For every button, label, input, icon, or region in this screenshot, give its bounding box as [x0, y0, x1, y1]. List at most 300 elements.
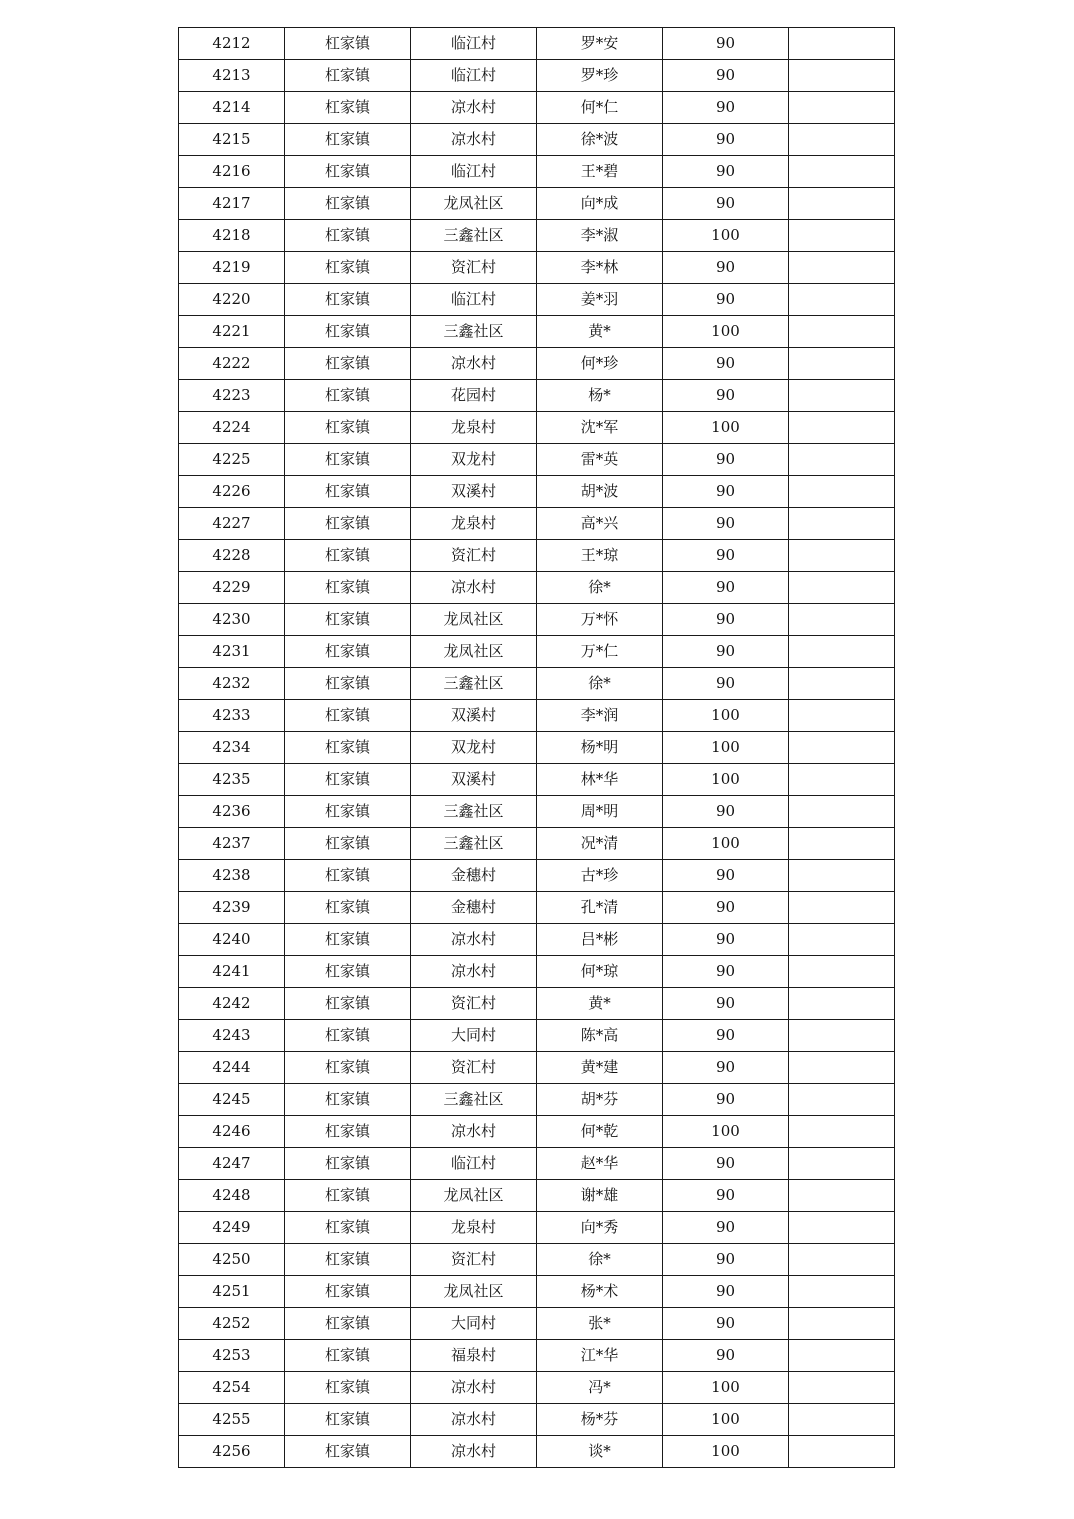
row-number-cell: 4233: [179, 700, 285, 732]
town-cell: 杠家镇: [285, 316, 411, 348]
table-row: [179, 1052, 895, 1084]
row-number-cell: 4229: [179, 572, 285, 604]
village-cell: 资汇村: [411, 540, 537, 572]
row-number-cell: 4251: [179, 1276, 285, 1308]
table-row: [179, 1020, 895, 1052]
score-cell: 90: [663, 1212, 789, 1244]
name-cell: 雷*英: [537, 444, 663, 476]
name-cell: 高*兴: [537, 508, 663, 540]
table-row: [179, 860, 895, 892]
town-cell: 杠家镇: [285, 1340, 411, 1372]
table-row: [179, 1372, 895, 1404]
town-cell: 杠家镇: [285, 604, 411, 636]
table-row: [179, 220, 895, 252]
table-row: [179, 284, 895, 316]
name-cell: 李*润: [537, 700, 663, 732]
village-cell: 龙泉村: [411, 508, 537, 540]
town-cell: 杠家镇: [285, 252, 411, 284]
name-cell: 黄*: [537, 988, 663, 1020]
table-row: [179, 1116, 895, 1148]
name-cell: 杨*明: [537, 732, 663, 764]
table-row: [179, 476, 895, 508]
table-row: [179, 828, 895, 860]
town-cell: 杠家镇: [285, 1372, 411, 1404]
note-cell: [789, 1404, 895, 1436]
score-cell: 90: [663, 444, 789, 476]
score-cell: 90: [663, 1340, 789, 1372]
town-cell: 杠家镇: [285, 1116, 411, 1148]
name-cell: 杨*芬: [537, 1404, 663, 1436]
table-row: [179, 444, 895, 476]
table-row: [179, 60, 895, 92]
name-cell: 孔*清: [537, 892, 663, 924]
row-number-cell: 4216: [179, 156, 285, 188]
table-row: [179, 988, 895, 1020]
note-cell: [789, 60, 895, 92]
village-cell: 三鑫社区: [411, 220, 537, 252]
note-cell: [789, 476, 895, 508]
town-cell: 杠家镇: [285, 92, 411, 124]
note-cell: [789, 284, 895, 316]
town-cell: 杠家镇: [285, 60, 411, 92]
row-number-cell: 4228: [179, 540, 285, 572]
score-cell: 100: [663, 1116, 789, 1148]
row-number-cell: 4221: [179, 316, 285, 348]
table-row: [179, 1180, 895, 1212]
score-cell: 90: [663, 284, 789, 316]
name-cell: 况*清: [537, 828, 663, 860]
name-cell: 周*明: [537, 796, 663, 828]
town-cell: 杠家镇: [285, 380, 411, 412]
village-cell: 资汇村: [411, 1244, 537, 1276]
score-cell: 100: [663, 1372, 789, 1404]
town-cell: 杠家镇: [285, 540, 411, 572]
town-cell: 杠家镇: [285, 1180, 411, 1212]
row-number-cell: 4218: [179, 220, 285, 252]
row-number-cell: 4256: [179, 1436, 285, 1468]
village-cell: 三鑫社区: [411, 668, 537, 700]
name-cell: 万*仁: [537, 636, 663, 668]
score-cell: 90: [663, 988, 789, 1020]
town-cell: 杠家镇: [285, 1436, 411, 1468]
village-cell: 资汇村: [411, 1052, 537, 1084]
score-cell: 100: [663, 700, 789, 732]
village-cell: 金穗村: [411, 860, 537, 892]
row-number-cell: 4248: [179, 1180, 285, 1212]
name-cell: 徐*: [537, 572, 663, 604]
score-cell: 90: [663, 380, 789, 412]
town-cell: 杠家镇: [285, 668, 411, 700]
table-row: [179, 1340, 895, 1372]
note-cell: [789, 156, 895, 188]
name-cell: 江*华: [537, 1340, 663, 1372]
table-row: [179, 1404, 895, 1436]
score-cell: 90: [663, 636, 789, 668]
score-cell: 90: [663, 1052, 789, 1084]
row-number-cell: 4235: [179, 764, 285, 796]
score-cell: 90: [663, 1020, 789, 1052]
town-cell: 杠家镇: [285, 28, 411, 60]
score-cell: 100: [663, 316, 789, 348]
score-cell: 90: [663, 124, 789, 156]
note-cell: [789, 124, 895, 156]
name-cell: 陈*高: [537, 1020, 663, 1052]
name-cell: 何*乾: [537, 1116, 663, 1148]
table-row: [179, 1308, 895, 1340]
row-number-cell: 4230: [179, 604, 285, 636]
score-cell: 90: [663, 60, 789, 92]
row-number-cell: 4223: [179, 380, 285, 412]
score-cell: 90: [663, 92, 789, 124]
town-cell: 杠家镇: [285, 1404, 411, 1436]
score-cell: 90: [663, 1180, 789, 1212]
note-cell: [789, 1180, 895, 1212]
village-cell: 龙凤社区: [411, 1180, 537, 1212]
table-row: [179, 92, 895, 124]
note-cell: [789, 1116, 895, 1148]
row-number-cell: 4252: [179, 1308, 285, 1340]
table-row: [179, 1244, 895, 1276]
name-cell: 姜*羽: [537, 284, 663, 316]
note-cell: [789, 348, 895, 380]
table-row: [179, 540, 895, 572]
row-number-cell: 4246: [179, 1116, 285, 1148]
village-cell: 临江村: [411, 156, 537, 188]
village-cell: 大同村: [411, 1308, 537, 1340]
note-cell: [789, 1308, 895, 1340]
town-cell: 杠家镇: [285, 1148, 411, 1180]
name-cell: 徐*波: [537, 124, 663, 156]
note-cell: [789, 444, 895, 476]
score-cell: 90: [663, 1308, 789, 1340]
name-cell: 王*碧: [537, 156, 663, 188]
name-cell: 何*琼: [537, 956, 663, 988]
table-row: [179, 316, 895, 348]
name-cell: 向*成: [537, 188, 663, 220]
row-number-cell: 4234: [179, 732, 285, 764]
row-number-cell: 4217: [179, 188, 285, 220]
score-cell: 90: [663, 476, 789, 508]
row-number-cell: 4232: [179, 668, 285, 700]
town-cell: 杠家镇: [285, 284, 411, 316]
score-cell: 90: [663, 156, 789, 188]
row-number-cell: 4237: [179, 828, 285, 860]
row-number-cell: 4213: [179, 60, 285, 92]
score-cell: 90: [663, 1084, 789, 1116]
village-cell: 凉水村: [411, 572, 537, 604]
town-cell: 杠家镇: [285, 444, 411, 476]
table-row: [179, 1276, 895, 1308]
table-row: [179, 1148, 895, 1180]
score-cell: 90: [663, 28, 789, 60]
score-cell: 100: [663, 732, 789, 764]
name-cell: 黄*建: [537, 1052, 663, 1084]
row-number-cell: 4241: [179, 956, 285, 988]
note-cell: [789, 1212, 895, 1244]
note-cell: [789, 764, 895, 796]
table-row: [179, 156, 895, 188]
note-cell: [789, 28, 895, 60]
note-cell: [789, 220, 895, 252]
roster-table-container: [178, 27, 895, 1468]
score-cell: 90: [663, 540, 789, 572]
row-number-cell: 4239: [179, 892, 285, 924]
note-cell: [789, 636, 895, 668]
row-number-cell: 4236: [179, 796, 285, 828]
note-cell: [789, 860, 895, 892]
village-cell: 凉水村: [411, 124, 537, 156]
name-cell: 黄*: [537, 316, 663, 348]
score-cell: 90: [663, 1148, 789, 1180]
town-cell: 杠家镇: [285, 412, 411, 444]
row-number-cell: 4249: [179, 1212, 285, 1244]
name-cell: 张*: [537, 1308, 663, 1340]
town-cell: 杠家镇: [285, 156, 411, 188]
village-cell: 福泉村: [411, 1340, 537, 1372]
row-number-cell: 4222: [179, 348, 285, 380]
score-cell: 90: [663, 956, 789, 988]
row-number-cell: 4242: [179, 988, 285, 1020]
score-cell: 90: [663, 604, 789, 636]
note-cell: [789, 828, 895, 860]
village-cell: 双溪村: [411, 476, 537, 508]
row-number-cell: 4238: [179, 860, 285, 892]
score-cell: 90: [663, 668, 789, 700]
town-cell: 杠家镇: [285, 956, 411, 988]
name-cell: 何*仁: [537, 92, 663, 124]
town-cell: 杠家镇: [285, 1244, 411, 1276]
name-cell: 林*华: [537, 764, 663, 796]
row-number-cell: 4214: [179, 92, 285, 124]
town-cell: 杠家镇: [285, 1020, 411, 1052]
name-cell: 李*淑: [537, 220, 663, 252]
row-number-cell: 4250: [179, 1244, 285, 1276]
row-number-cell: 4245: [179, 1084, 285, 1116]
row-number-cell: 4247: [179, 1148, 285, 1180]
town-cell: 杠家镇: [285, 828, 411, 860]
note-cell: [789, 412, 895, 444]
town-cell: 杠家镇: [285, 796, 411, 828]
row-number-cell: 4255: [179, 1404, 285, 1436]
town-cell: 杠家镇: [285, 1084, 411, 1116]
score-cell: 90: [663, 348, 789, 380]
score-cell: 90: [663, 572, 789, 604]
name-cell: 徐*: [537, 668, 663, 700]
score-cell: 90: [663, 508, 789, 540]
name-cell: 李*林: [537, 252, 663, 284]
village-cell: 临江村: [411, 284, 537, 316]
village-cell: 龙泉村: [411, 1212, 537, 1244]
village-cell: 资汇村: [411, 252, 537, 284]
village-cell: 凉水村: [411, 924, 537, 956]
note-cell: [789, 380, 895, 412]
row-number-cell: 4244: [179, 1052, 285, 1084]
note-cell: [789, 252, 895, 284]
score-cell: 90: [663, 1244, 789, 1276]
name-cell: 冯*: [537, 1372, 663, 1404]
name-cell: 谢*雄: [537, 1180, 663, 1212]
row-number-cell: 4254: [179, 1372, 285, 1404]
village-cell: 花园村: [411, 380, 537, 412]
score-cell: 100: [663, 828, 789, 860]
note-cell: [789, 700, 895, 732]
table-row: [179, 636, 895, 668]
table-row: [179, 764, 895, 796]
name-cell: 徐*: [537, 1244, 663, 1276]
table-row: [179, 348, 895, 380]
village-cell: 双溪村: [411, 700, 537, 732]
score-cell: 90: [663, 924, 789, 956]
note-cell: [789, 1372, 895, 1404]
name-cell: 万*怀: [537, 604, 663, 636]
name-cell: 杨*: [537, 380, 663, 412]
name-cell: 罗*安: [537, 28, 663, 60]
row-number-cell: 4215: [179, 124, 285, 156]
village-cell: 龙凤社区: [411, 636, 537, 668]
village-cell: 凉水村: [411, 92, 537, 124]
table-row: [179, 28, 895, 60]
table-row: [179, 956, 895, 988]
village-cell: 凉水村: [411, 1436, 537, 1468]
village-cell: 双溪村: [411, 764, 537, 796]
town-cell: 杠家镇: [285, 860, 411, 892]
row-number-cell: 4224: [179, 412, 285, 444]
row-number-cell: 4219: [179, 252, 285, 284]
town-cell: 杠家镇: [285, 1276, 411, 1308]
note-cell: [789, 1148, 895, 1180]
note-cell: [789, 796, 895, 828]
table-row: [179, 700, 895, 732]
row-number-cell: 4227: [179, 508, 285, 540]
score-cell: 100: [663, 1436, 789, 1468]
name-cell: 胡*芬: [537, 1084, 663, 1116]
town-cell: 杠家镇: [285, 924, 411, 956]
village-cell: 龙凤社区: [411, 188, 537, 220]
village-cell: 凉水村: [411, 1116, 537, 1148]
table-row: [179, 124, 895, 156]
row-number-cell: 4226: [179, 476, 285, 508]
note-cell: [789, 1276, 895, 1308]
note-cell: [789, 892, 895, 924]
town-cell: 杠家镇: [285, 124, 411, 156]
village-cell: 三鑫社区: [411, 828, 537, 860]
row-number-cell: 4220: [179, 284, 285, 316]
row-number-cell: 4243: [179, 1020, 285, 1052]
name-cell: 罗*珍: [537, 60, 663, 92]
name-cell: 杨*术: [537, 1276, 663, 1308]
note-cell: [789, 92, 895, 124]
village-cell: 凉水村: [411, 956, 537, 988]
name-cell: 王*琼: [537, 540, 663, 572]
village-cell: 龙凤社区: [411, 604, 537, 636]
town-cell: 杠家镇: [285, 1212, 411, 1244]
score-cell: 100: [663, 1404, 789, 1436]
village-cell: 临江村: [411, 1148, 537, 1180]
table-row: [179, 732, 895, 764]
village-cell: 凉水村: [411, 1404, 537, 1436]
name-cell: 何*珍: [537, 348, 663, 380]
table-row: [179, 508, 895, 540]
table-row: [179, 796, 895, 828]
village-cell: 双龙村: [411, 444, 537, 476]
note-cell: [789, 508, 895, 540]
note-cell: [789, 956, 895, 988]
town-cell: 杠家镇: [285, 1052, 411, 1084]
note-cell: [789, 988, 895, 1020]
table-row: [179, 572, 895, 604]
note-cell: [789, 1244, 895, 1276]
village-cell: 龙泉村: [411, 412, 537, 444]
table-row: [179, 924, 895, 956]
score-cell: 90: [663, 252, 789, 284]
note-cell: [789, 1436, 895, 1468]
table-row: [179, 1436, 895, 1468]
table-row: [179, 892, 895, 924]
note-cell: [789, 732, 895, 764]
note-cell: [789, 572, 895, 604]
name-cell: 胡*波: [537, 476, 663, 508]
town-cell: 杠家镇: [285, 764, 411, 796]
town-cell: 杠家镇: [285, 220, 411, 252]
name-cell: 赵*华: [537, 1148, 663, 1180]
village-cell: 三鑫社区: [411, 316, 537, 348]
note-cell: [789, 188, 895, 220]
village-cell: 凉水村: [411, 348, 537, 380]
note-cell: [789, 1052, 895, 1084]
note-cell: [789, 316, 895, 348]
row-number-cell: 4253: [179, 1340, 285, 1372]
village-cell: 龙凤社区: [411, 1276, 537, 1308]
village-cell: 临江村: [411, 28, 537, 60]
table-row: [179, 188, 895, 220]
town-cell: 杠家镇: [285, 188, 411, 220]
note-cell: [789, 1340, 895, 1372]
village-cell: 大同村: [411, 1020, 537, 1052]
table-row: [179, 252, 895, 284]
village-cell: 金穗村: [411, 892, 537, 924]
town-cell: 杠家镇: [285, 348, 411, 380]
town-cell: 杠家镇: [285, 732, 411, 764]
town-cell: 杠家镇: [285, 572, 411, 604]
row-number-cell: 4225: [179, 444, 285, 476]
town-cell: 杠家镇: [285, 508, 411, 540]
note-cell: [789, 1084, 895, 1116]
table-row: [179, 604, 895, 636]
village-cell: 凉水村: [411, 1372, 537, 1404]
name-cell: 沈*军: [537, 412, 663, 444]
table-row: [179, 380, 895, 412]
name-cell: 谈*: [537, 1436, 663, 1468]
score-cell: 90: [663, 796, 789, 828]
note-cell: [789, 540, 895, 572]
table-row: [179, 1212, 895, 1244]
row-number-cell: 4212: [179, 28, 285, 60]
name-cell: 吕*彬: [537, 924, 663, 956]
village-cell: 三鑫社区: [411, 796, 537, 828]
score-cell: 100: [663, 220, 789, 252]
village-cell: 临江村: [411, 60, 537, 92]
score-cell: 90: [663, 860, 789, 892]
village-cell: 双龙村: [411, 732, 537, 764]
village-cell: 资汇村: [411, 988, 537, 1020]
roster-table: [178, 27, 895, 1468]
town-cell: 杠家镇: [285, 1308, 411, 1340]
name-cell: 古*珍: [537, 860, 663, 892]
table-row: [179, 412, 895, 444]
town-cell: 杠家镇: [285, 476, 411, 508]
score-cell: 100: [663, 764, 789, 796]
row-number-cell: 4240: [179, 924, 285, 956]
